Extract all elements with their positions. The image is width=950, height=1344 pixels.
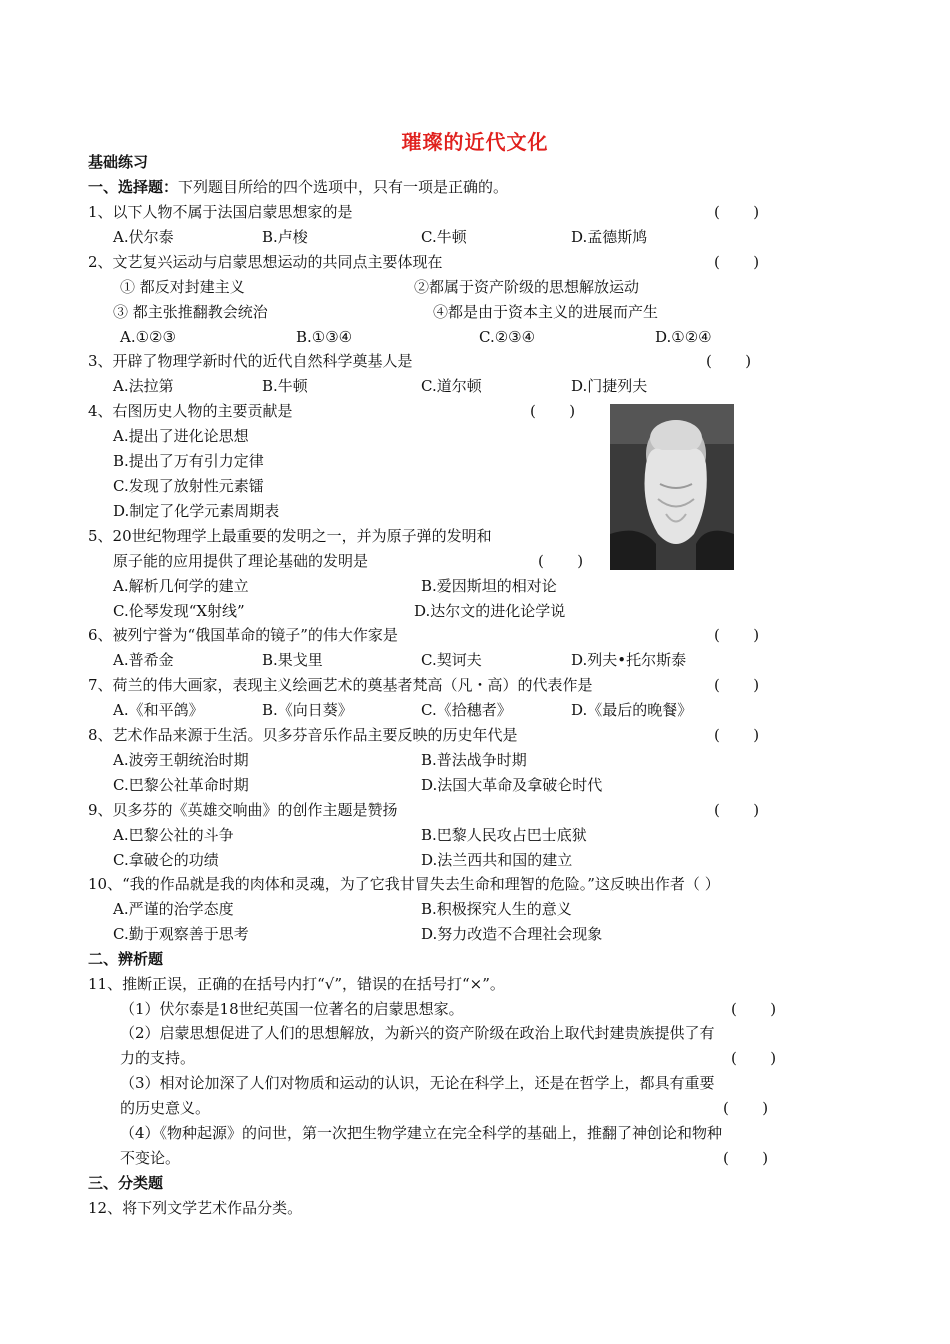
answer-paren-7: ( ) [714, 676, 760, 694]
answer-paren-1: ( ) [714, 203, 760, 221]
q2-option-b: B.①③④ [296, 328, 353, 346]
q2-option-d: D.①②④ [655, 328, 712, 346]
q4-option-b: B.提出了万有引力定律 [113, 452, 264, 470]
q1-option-a: A.伏尔泰 [113, 228, 174, 246]
q5-option-b: B.爱因斯坦的相对论 [421, 577, 557, 595]
part1-heading: 一、选择题： [88, 178, 179, 196]
answer-paren-8: ( ) [714, 726, 760, 744]
q8-option-a: A.波旁王朝统治时期 [113, 751, 249, 769]
q7-option-a: A.《和平鸽》 [113, 701, 204, 719]
answer-paren-11-1: ( ) [731, 1000, 777, 1018]
q9-option-c: C.拿破仑的功绩 [113, 851, 219, 869]
portrait-drawing [610, 404, 734, 570]
q8-option-b: B.普法战争时期 [421, 751, 527, 769]
question-12-stem: 12、将下列文学艺术作品分类。 [88, 1199, 303, 1217]
q8-option-c: C.巴黎公社革命时期 [113, 776, 249, 794]
historical-figure-portrait [610, 404, 734, 570]
question-3-stem: 3、开辟了物理学新时代的近代自然科学奠基人是 [88, 352, 413, 370]
q10-option-a: A.严谨的治学态度 [113, 900, 234, 918]
answer-paren-4: ( ) [530, 402, 576, 420]
section-heading-basic: 基础练习 [88, 153, 149, 171]
question-7-stem: 7、荷兰的伟大画家，表现主义绘画艺术的奠基者梵高（凡・高）的代表作是 [88, 676, 593, 694]
q6-option-b: B.果戈里 [262, 651, 323, 669]
q8-option-d: D.法国大革命及拿破仑时代 [421, 776, 603, 794]
q7-option-c: C.《拾穗者》 [421, 701, 512, 719]
question-2-stem: 2、文艺复兴运动与启蒙思想运动的共同点主要体现在 [88, 253, 443, 271]
question-5-stem-line2: 原子能的应用提供了理论基础的发明是 [113, 552, 369, 570]
q9-option-d: D.法兰西共和国的建立 [421, 851, 573, 869]
q10-option-b: B.积极探究人生的意义 [421, 900, 572, 918]
q2-item-4: ④都是由于资本主义的进展而产生 [433, 303, 659, 321]
q6-option-d: D.列夫•托尔斯泰 [571, 651, 687, 669]
part2-heading: 二、辨析题 [88, 950, 164, 968]
answer-paren-2: ( ) [714, 253, 760, 271]
q2-option-c: C.②③④ [479, 328, 536, 346]
q7-option-b: B.《向日葵》 [262, 701, 353, 719]
q3-option-d: D.门捷列夫 [571, 377, 648, 395]
q1-option-c: C.牛顿 [421, 228, 467, 246]
page-title: 璀璨的近代文化 [401, 130, 549, 154]
q6-option-c: C.契诃夫 [421, 651, 482, 669]
q5-option-c: C.伦琴发现“X射线” [113, 602, 245, 620]
question-4-stem: 4、右图历史人物的主要贡献是 [88, 402, 293, 420]
q5-option-d: D.达尔文的进化论学说 [414, 602, 566, 620]
q3-option-c: C.道尔顿 [421, 377, 482, 395]
question-11-stem: 11、推断正误，正确的在括号内打“√”，错误的在括号打“×”。 [88, 975, 505, 993]
q6-option-a: A.普希金 [113, 651, 174, 669]
q9-option-b: B.巴黎人民攻占巴士底狱 [421, 826, 587, 844]
q11-statement-3-line2: 的历史意义。 [120, 1099, 211, 1117]
q4-option-a: A.提出了进化论思想 [113, 427, 249, 445]
answer-paren-11-2: ( ) [731, 1049, 777, 1067]
question-8-stem: 8、艺术作品来源于生活。贝多芬音乐作品主要反映的历史年代是 [88, 726, 518, 744]
part3-heading: 三、分类题 [88, 1174, 164, 1192]
q11-statement-1: （1）伏尔泰是18世纪英国一位著名的启蒙思想家。 [120, 1000, 464, 1018]
question-10-stem: 10、“我的作品就是我的肉体和灵魂，为了它我甘冒失去生命和理智的危险。”这反映出作者（ ） [88, 875, 720, 893]
q11-statement-2-line1: （2）启蒙思想促进了人们的思想解放，为新兴的资产阶级在政治上取代封建贵族提供了有 [120, 1024, 715, 1042]
q2-item-1: ① 都反对封建主义 [120, 278, 245, 296]
q11-statement-4-line1: （4）《物种起源》的问世，第一次把生物学建立在完全科学的基础上，推翻了神创论和物种 [120, 1124, 723, 1142]
q9-option-a: A.巴黎公社的斗争 [113, 826, 234, 844]
question-1-stem: 1、以下人物不属于法国启蒙思想家的是 [88, 203, 353, 221]
answer-paren-6: ( ) [714, 626, 760, 644]
part1-instruction: 下列题目所给的四个选项中，只有一项是正确的。 [178, 178, 509, 196]
q3-option-a: A.法拉第 [113, 377, 174, 395]
q1-option-d: D.孟德斯鸠 [571, 228, 648, 246]
answer-paren-5: ( ) [538, 552, 584, 570]
q11-statement-4-line2: 不变论。 [120, 1149, 181, 1167]
answer-paren-11-4: ( ) [723, 1149, 769, 1167]
q10-option-d: D.努力改造不合理社会现象 [421, 925, 603, 943]
q4-option-c: C.发现了放射性元素镭 [113, 477, 264, 495]
q2-item-2: ②都属于资产阶级的思想解放运动 [414, 278, 640, 296]
q10-option-c: C.勤于观察善于思考 [113, 925, 249, 943]
question-9-stem: 9、贝多芬的《英雄交响曲》的创作主题是赞扬 [88, 801, 398, 819]
answer-paren-9: ( ) [714, 801, 760, 819]
q2-option-a: A.①②③ [120, 328, 176, 346]
q7-option-d: D.《最后的晚餐》 [571, 701, 693, 719]
q11-statement-2-line2: 力的支持。 [120, 1049, 196, 1067]
q11-statement-3-line1: （3）相对论加深了人们对物质和运动的认识，无论在科学上，还是在哲学上，都具有重要 [120, 1074, 715, 1092]
q2-item-3: ③ 都主张推翻教会统治 [113, 303, 268, 321]
q3-option-b: B.牛顿 [262, 377, 308, 395]
q1-option-b: B.卢梭 [262, 228, 308, 246]
q5-option-a: A.解析几何学的建立 [113, 577, 249, 595]
q4-option-d: D.制定了化学元素周期表 [113, 502, 280, 520]
answer-paren-3: ( ) [706, 352, 752, 370]
question-6-stem: 6、被列宁誉为“俄国革命的镜子”的伟大作家是 [88, 626, 398, 644]
answer-paren-11-3: ( ) [723, 1099, 769, 1117]
question-5-stem-line1: 5、20世纪物理学上最重要的发明之一，并为原子弹的发明和 [88, 527, 492, 545]
part1-heading-line [88, 177, 508, 197]
